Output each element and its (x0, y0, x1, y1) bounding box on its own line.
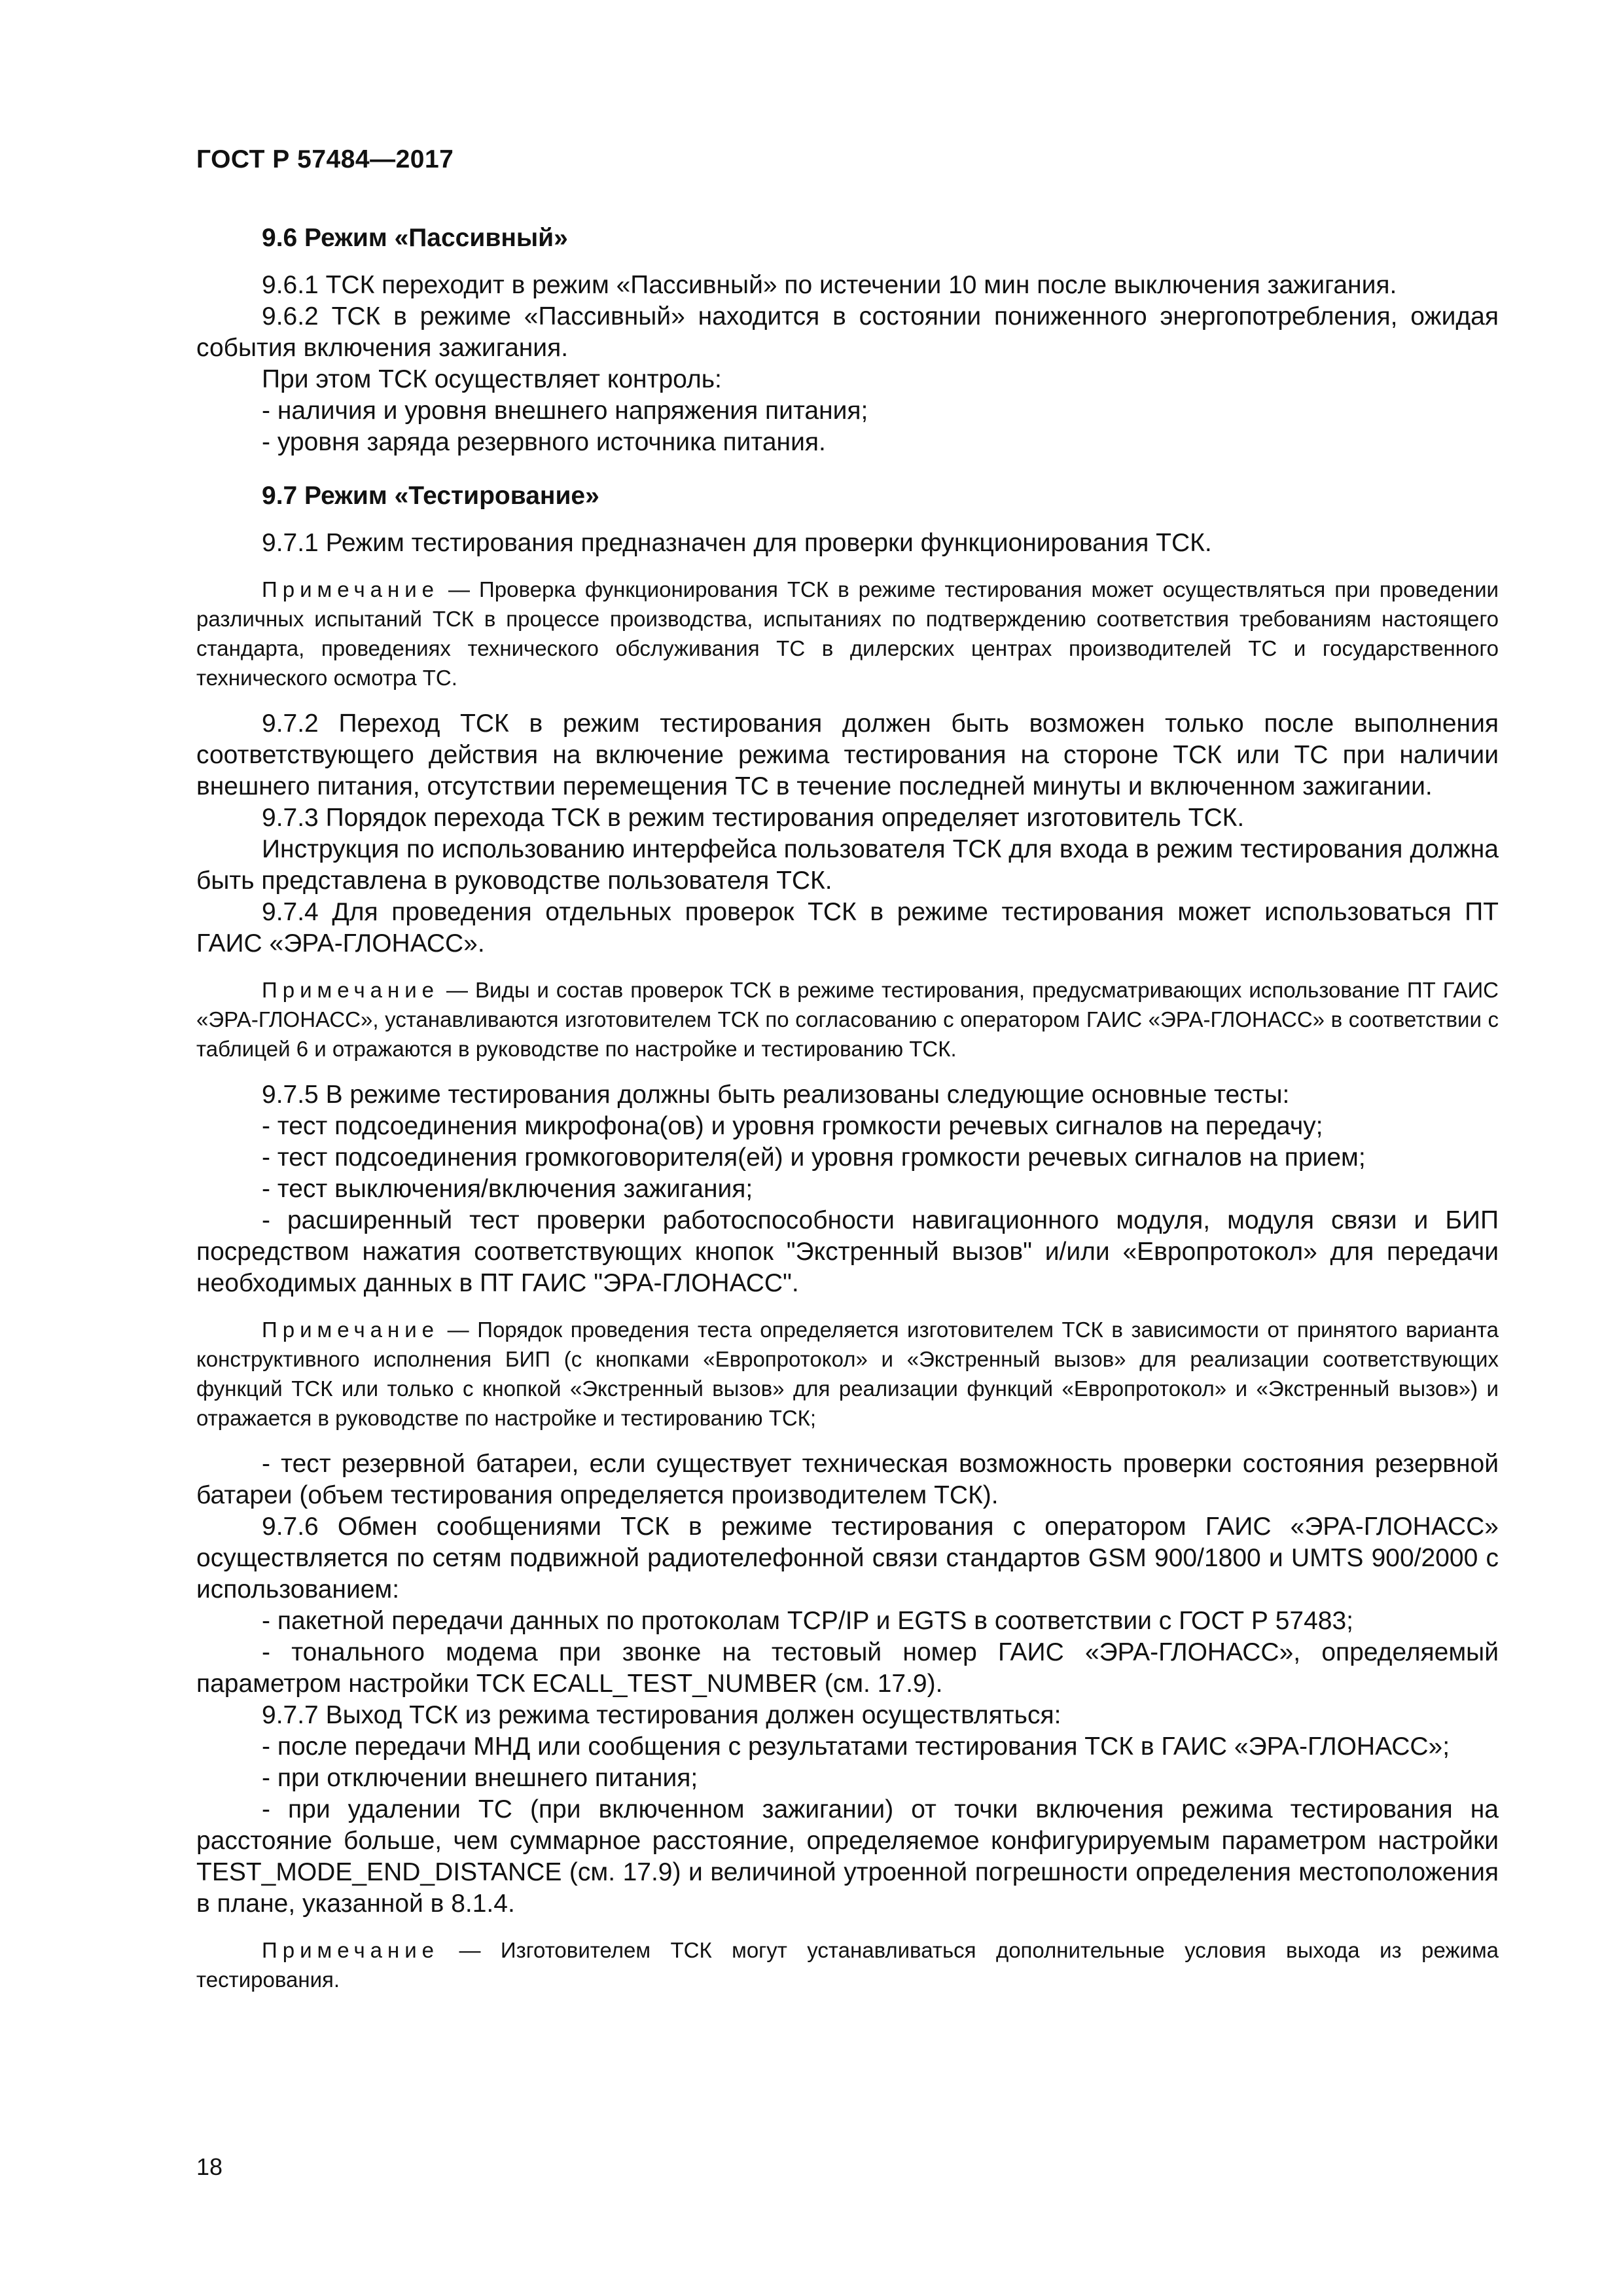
note-label: Примечание (262, 577, 440, 601)
list-item: - тест подсоединения микрофона(ов) и уровня громкости речевых сигналов на передачу; (262, 1112, 1323, 1140)
list-item: - тонального модема при звонке на тестовый номер ГАИС «ЭРА-ГЛОНАСС», определяемый параметром настройки ТСК ECALL_TEST_NUMBER (см. 17.9). (196, 1638, 1499, 1698)
paragraph-9-7-1: 9.7.1 Режим тестирования предназначен для проверки функционирования ТСК. (262, 529, 1212, 557)
list-item: - расширенный тест проверки работоспособности навигационного модуля, модуля связи и БИП посредством нажатия соответствующих кнопок "Экстренный вызов" и/или «Европротокол» для передачи необходимых данных в ПТ ГАИС "ЭРА-ГЛОНАСС". (196, 1206, 1499, 1297)
note-text: — Виды и состав проверок ТСК в режиме тестирования, предусматривающих использование ПТ ГАИС «ЭРА-ГЛОНАСС», устанавливаются изготовителем ТСК по согласованию с оператором ГАИС «ЭРА-ГЛОНАСС» в соответствии с таблицей 6 и отражаются в руководстве по настройке и тестированию ТСК. (196, 978, 1499, 1061)
note-text: — Порядок проведения теста определяется изготовителем ТСК в зависимости от принятого варианта конструктивного исполнения БИП (с кнопками «Европротокол» и «Экстренный вызов» для реализации соответствующих функций ТСК или только с кнопкой «Экстренный вызов» для реализации функций «Европротокол» и «Экстренный вызов») и отражается в руководстве по настройке и тестированию ТСК; (196, 1318, 1499, 1430)
paragraph-9-7-6: 9.7.6 Обмен сообщениями ТСК в режиме тестирования с оператором ГАИС «ЭРА-ГЛОНАСС» осуществляется по сетям подвижной радиотелефонной связи стандартов GSM 900/1800 и UMTS 900/2000 с использованием: (196, 1513, 1499, 1604)
note-text: — Изготовителем ТСК могут устанавливаться дополнительные условия выхода из режима тестирования. (196, 1938, 1499, 1992)
paragraph-9-7-4: 9.7.4 Для проведения отдельных проверок ТСК в режиме тестирования может использоваться ПТ ГАИС «ЭРА-ГЛОНАСС». (196, 898, 1499, 958)
paragraph-instruction: Инструкция по использованию интерфейса пользователя ТСК для входа в режим тестирования должна быть представлена в руководстве пользователя ТСК. (196, 835, 1499, 895)
list-item: - тест подсоединения громкоговорителя(ей) и уровня громкости речевых сигналов на прием; (262, 1143, 1366, 1172)
paragraph-9-7-3: 9.7.3 Порядок перехода ТСК в режим тестирования определяет изготовитель ТСК. (262, 804, 1245, 832)
page-number: 18 (196, 2153, 223, 2180)
list-item: - после передачи МНД или сообщения с результатами тестирования ТСК в ГАИС «ЭРА-ГЛОНАСС»; (262, 1732, 1450, 1761)
paragraph-9-7-2: 9.7.2 Переход ТСК в режим тестирования должен быть возможен только после выполнения соответствующего действия на включение режима тестирования на стороне ТСК или ТС при наличии внешнего питания, отсутствии перемещения ТС в течение последней минуты и включенном зажигании. (196, 709, 1499, 800)
paragraph-control-intro: При этом ТСК осуществляет контроль: (262, 365, 722, 393)
note-text: — Проверка функционирования ТСК в режиме тестирования может осуществляться при проведении различных испытаний ТСК в процессе производства, испытаниях по подтверждению соответствия требованиям настоящего стандарта, проведениях технического обслуживания ТС в дилерских центрах производителей ТС и государственного технического осмотра ТС. (196, 577, 1499, 690)
list-item: - при отключении внешнего питания; (262, 1764, 698, 1792)
section-heading-9-6: 9.6 Режим «Пассивный» (262, 224, 568, 252)
paragraph-9-7-5: 9.7.5 В режиме тестирования должны быть реализованы следующие основные тесты: (262, 1081, 1290, 1109)
note-3 (196, 1315, 1499, 1433)
note-label: Примечание (262, 1318, 440, 1342)
note-2 (196, 975, 1499, 1064)
list-item: - уровня заряда резервного источника питания. (262, 428, 826, 456)
note-label: Примечание (262, 1938, 440, 1962)
paragraph-9-7-7: 9.7.7 Выход ТСК из режима тестирования должен осуществляться: (262, 1701, 1061, 1729)
section-heading-9-7: 9.7 Режим «Тестирование» (262, 482, 599, 510)
list-item: - наличия и уровня внешнего напряжения питания; (262, 397, 868, 425)
list-item: - тест резервной батареи, если существует техническая возможность проверки состояния резервной батареи (объем тестирования определяется производителем ТСК). (196, 1450, 1499, 1509)
list-item: - тест выключения/включения зажигания; (262, 1175, 753, 1203)
paragraph-9-6-2: 9.6.2 ТСК в режиме «Пассивный» находится в состоянии пониженного энергопотребления, ожидая события включения зажигания. (196, 302, 1499, 362)
list-item: - при удалении ТС (при включенном зажигании) от точки включения режима тестирования на расстояние больше, чем суммарное расстояние, определяемое конфигурируемым параметром настройки TEST_MODE_END_DISTANCE (см. 17.9) и величиной утроенной погрешности определения местоположения в плане, указанной в 8.1.4. (196, 1795, 1499, 1918)
list-item: - пакетной передачи данных по протоколам TCP/IP и EGTS в соответствии с ГОСТ Р 57483; (262, 1607, 1353, 1635)
note-1 (196, 575, 1499, 692)
document-body (196, 223, 1499, 1994)
note-4 (196, 1935, 1499, 1994)
document-code: ГОСТ Р 57484—2017 (196, 145, 454, 173)
paragraph-9-6-1: 9.6.1 ТСК переходит в режим «Пассивный» по истечении 10 мин после выключения зажигания. (262, 271, 1397, 299)
note-label: Примечание (262, 978, 440, 1002)
